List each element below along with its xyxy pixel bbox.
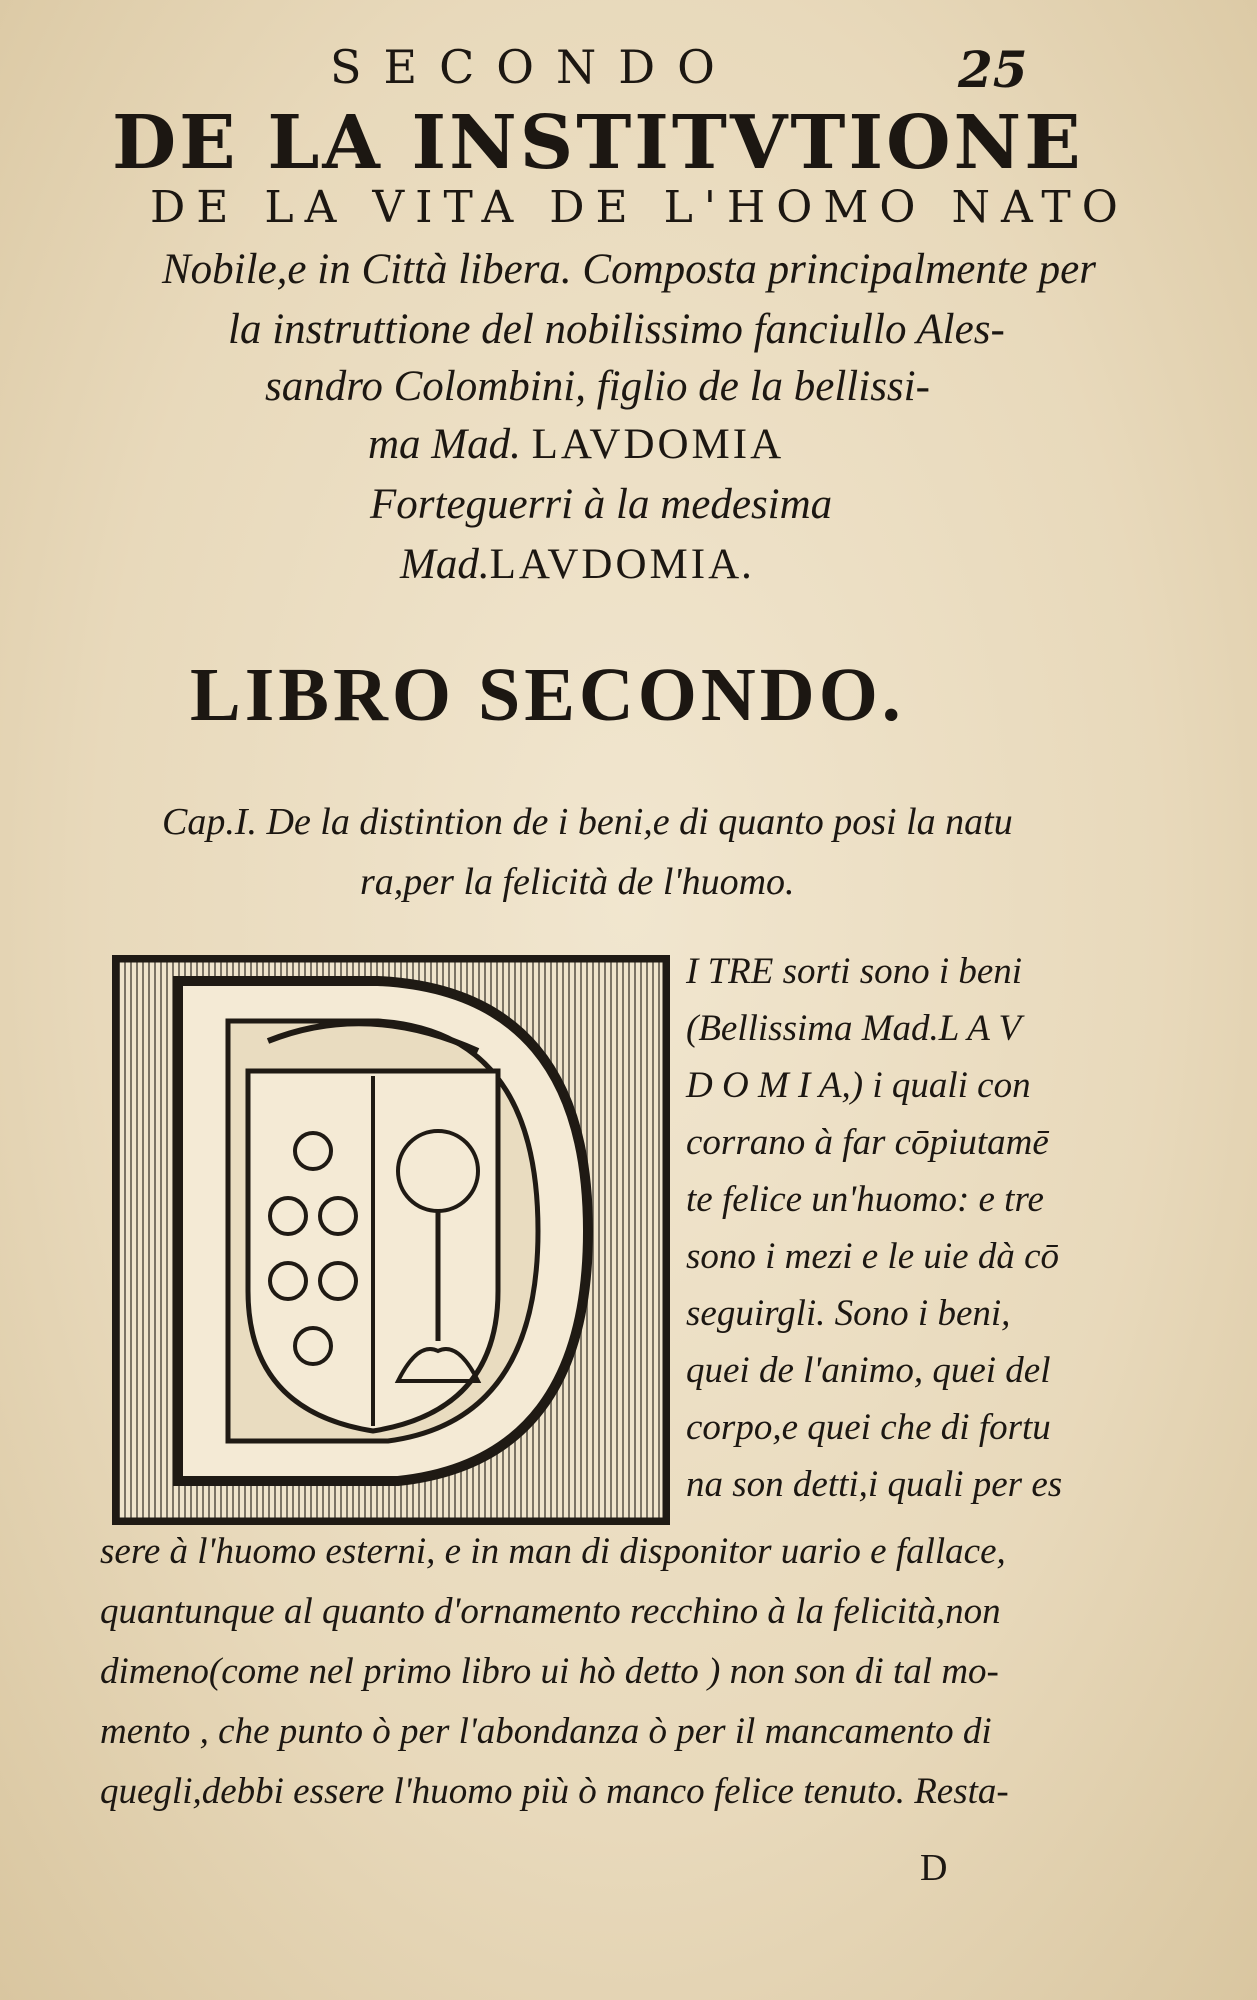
dedication-line: Forteguerri à la medesima xyxy=(370,481,833,528)
text-line: sono i mezi e le uie dà cō xyxy=(686,1236,1059,1277)
text-line: corrano à far cōpiutamē xyxy=(686,1122,1049,1163)
text-line: (Bellissima Mad.L A V xyxy=(686,1008,1022,1049)
signature-mark: D xyxy=(920,1847,948,1889)
woodcut-initial-icon xyxy=(118,961,664,1519)
text-line: mento , che punto ò per l'abondanza ò per il mancamento di xyxy=(100,1711,992,1752)
text-line: seguirgli. Sono i beni, xyxy=(686,1293,1011,1334)
text-line: te felice un'huomo: e tre xyxy=(686,1179,1044,1220)
text-line: D O M I A,) i quali con xyxy=(686,1065,1031,1106)
chapter-heading: ra,per la felicità de l'huomo. xyxy=(360,861,795,903)
text-line: quegli,debbi essere l'huomo più ò manco felice tenuto. Resta- xyxy=(100,1771,1009,1812)
dedication-line: la instruttione del nobilissimo fanciullo Ales- xyxy=(228,306,1005,353)
dedication-line: sandro Colombini, figlio de la bellissi- xyxy=(265,363,930,410)
text-line: dimeno(come nel primo libro ui hò detto ) non son di tal mo- xyxy=(100,1651,999,1692)
dedication-text: . xyxy=(742,541,753,588)
running-title: SECONDO xyxy=(330,40,737,94)
text-line: quei de l'animo, quei del xyxy=(686,1350,1051,1391)
dedication-text: ma Mad. xyxy=(368,421,532,468)
dedicatee-name: LAVDOMIA xyxy=(489,541,743,588)
dedication-line xyxy=(400,540,753,589)
text-line: corpo,e quei che di fortu xyxy=(686,1407,1051,1448)
sub-title: DE LA VITA DE L'HOMO NATO xyxy=(150,182,1129,233)
page-number: 25 xyxy=(958,40,1028,99)
text-line: quantunque al quanto d'ornamento recchino à la felicità,non xyxy=(100,1591,1001,1632)
dedication-text: Mad. xyxy=(400,541,490,588)
dedication-line: Nobile,e in Città libera. Composta principalmente per xyxy=(162,246,1096,293)
text-line: na son detti,i quali per es xyxy=(686,1464,1063,1505)
dedicatee-name: LAVDOMIA xyxy=(531,421,785,468)
text-line: sere à l'huomo esterni, e in man di disponitor uario e fallace, xyxy=(100,1531,1006,1572)
chapter-heading: Cap.I. De la distintion de i beni,e di quanto posi la natu xyxy=(162,801,1013,843)
main-title: DE LA INSTITVTIONE xyxy=(112,100,1084,186)
book-heading: LIBRO SECONDO. xyxy=(190,653,905,737)
dedication-line xyxy=(368,420,784,469)
text-line: I TRE sorti sono i beni xyxy=(686,951,1023,992)
decorated-initial xyxy=(112,955,670,1525)
